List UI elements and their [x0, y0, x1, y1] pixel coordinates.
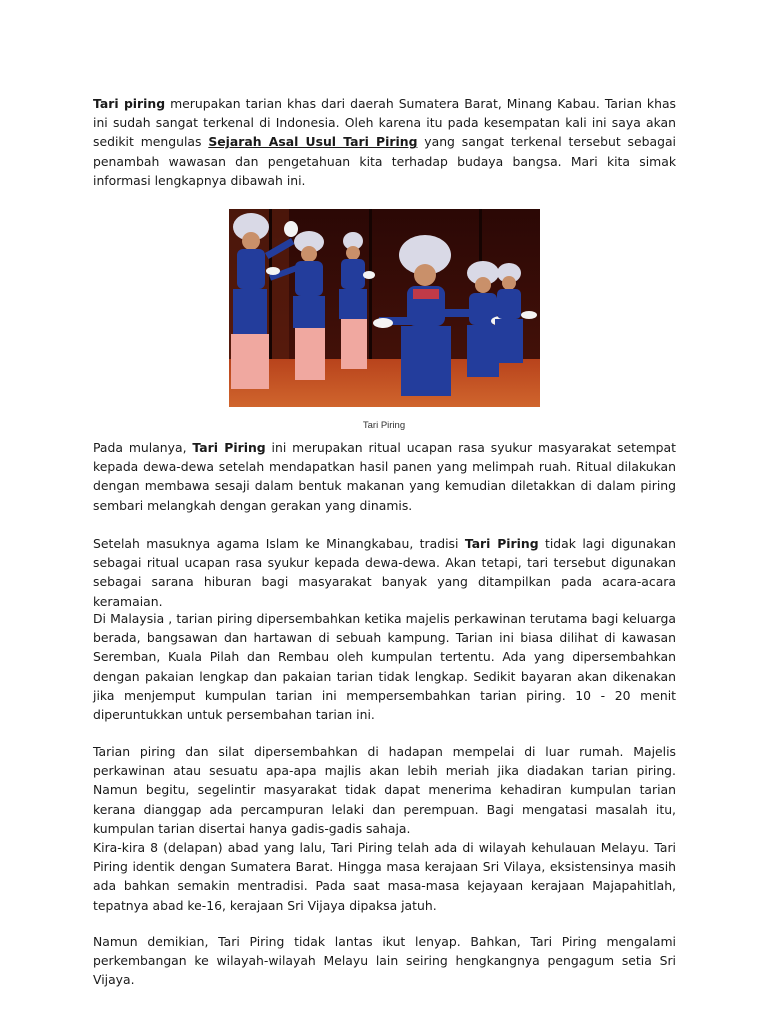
intro-text-1: merupakan tarian khas dari daerah Sumatera Barat, Minang Kabau. Tarian khas ini sudah sangat terkenal di Indonesia. Oleh karena itu pada kesempatan kali ini saya akan sedikit mengulas	[93, 96, 676, 150]
intro-paragraph	[93, 94, 676, 190]
p3-text-b: tidak lagi digunakan sebagai ritual ucapan rasa syukur kepada dewa-dewa. Akan tetapi, tari tersebut digunakan sebagai sarana hiburan bagi masyarakat banyak yang ditampilkan pada acara-acara keramaian.	[93, 536, 676, 609]
photo-caption: Tari Piring	[362, 420, 406, 431]
intro-text-2: yang sangat terkenal tersebut sebagai penambah wawasan dan pengetahuan kita terhadap budaya bangsa. Mari kita simak informasi lengkapnya dibawah ini.	[93, 134, 676, 188]
paragraph-islam	[93, 534, 676, 611]
p3-term: Tari Piring	[464, 536, 539, 551]
p2-term: Tari Piring	[192, 440, 266, 455]
p3-text-a: Setelah masuknya agama Islam ke Minangkabau, tradisi	[93, 536, 465, 551]
p2-text-b: ini merupakan ritual ucapan rasa syukur masyarakat setempat kepada dewa-dewa setelah mendapatkan hasil panen yang melimpah ruah. Ritual dilakukan dengan membawa sesaji dalam bentuk makanan yang kemudian diletakkan di dalam piring sembari melangkah dengan gerakan yang dinamis.	[93, 440, 677, 513]
paragraph-origin	[93, 438, 676, 515]
history-link[interactable]: Sejarah Asal Usul Tari Piring	[208, 134, 418, 150]
paragraph-wedding: Tarian piring dan silat dipersembahkan di hadapan mempelai di luar rumah. Majelis perkawinan atau sesuatu apa-apa majlis akan lebih meriah jika diadakan tarian piring. Namun begitu, segelintir masyarakat tidak dapat menerima kehadiran kumpulan tarian kerana dianggap ada percampuran lelaki dan perempuan. Bagi mengatasi masalah itu, kumpulan tarian disertai hanya gadis-gadis sahaja.	[93, 744, 676, 836]
paragraph-development: Namun demikian, Tari Piring tidak lantas ikut lenyap. Bahkan, Tari Piring mengalami perkembangan ke wilayah-wilayah Melayu lain seiring hengkangnya pengagum setia Sri Vijaya.	[93, 934, 676, 988]
p2-text-a: Pada mulanya,	[93, 440, 193, 455]
paragraph-history: Kira-kira 8 (delapan) abad yang lalu, Tari Piring telah ada di wilayah kehulauan Melayu. Tari Piring identik dengan Sumatera Barat. Hingga masa kerajaan Sri Vilaya, eksistensinya masih ada bahkan semakin mentradisi. Pada saat masa-masa kejayaan kerajaan Majapahitlah, tepatnya abad ke-16, kerajaan Sri Vijaya dipaksa jatuh.	[93, 840, 676, 913]
paragraph-malaysia: Di Malaysia , tarian piring dipersembahkan ketika majelis perkawinan terutama bagi keluarga berada, bangsawan dan hartawan di sebuah kampung. Tarian ini biasa dilihat di kawasan Seremban, Kuala Pilah dan Rembau oleh kumpulan tertentu. Ada yang dipersembahkan dengan pakaian lengkap dan pakaian tarian tidak lengkap. Sedikit bayaran akan dikenakan jika menjemput kumpulan tarian ini mempersembahkan tarian piring. 10 - 20 menit diperuntukkan untuk persembahan tarian ini.	[93, 611, 676, 723]
tari-piring-photo	[229, 209, 540, 407]
intro-term: Tari piring	[93, 96, 166, 111]
